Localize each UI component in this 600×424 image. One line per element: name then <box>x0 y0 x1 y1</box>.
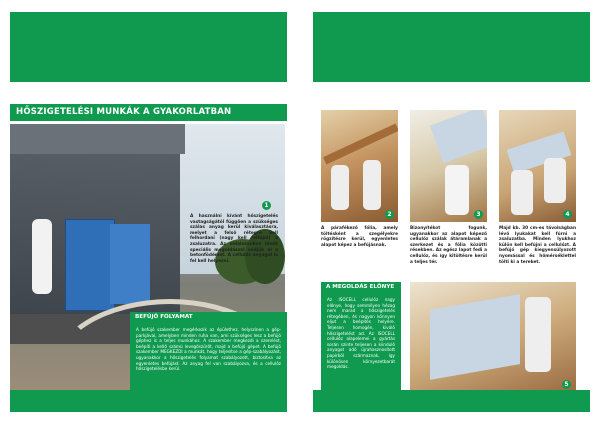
advantages-box <box>321 282 401 392</box>
photo-number-2: 2 <box>385 210 394 219</box>
worker-figure <box>363 160 381 210</box>
right-top-green-bar <box>313 12 590 82</box>
advantages-heading: A MEGOLDÁS ELŐNYE <box>321 282 401 293</box>
caption-3: Bizonyítékot fogunk, ugyanakkor az alapot képező cellulóz szálak átáramlanak a szerkezet és a fólia közötti résekben. Az egész lapot fedi a cellulóz, és így kitöltésre kerül a teljes tér. <box>410 226 487 265</box>
insulation-board <box>430 110 487 163</box>
befujo-body: A befújó szakember megérkezik az épülethez, helyszínen a gép-parkjával, amelyben minden ruha van, ami szükséges lesz a befújó géphez is a teljes munkához. A szakember megkezdi a szerelést, beépíti a kellő számú levegőszűrőt, majd a befújó gépet. A befújó szakember MEGKEZDI a munkát, hogy teljesítse a gép-szabályozást, ugyanakkor a hőszigetelés folyamat szabályozott, biztosítva az egyenletes befújást. Az anyag fel van szabályozva, és a cellulóz hőszigetelésbe kerül. <box>136 327 281 372</box>
caption-4: Majd kb. 30 cm-es távolságban lévő lyukakat kell fúrni a zsaluzatba. Minden lyukhoz külön kell befújni a cellulózt. A befújó gép kiegyensúlyozott nyomással és hőmérséklettel tölti ki a tereket. <box>499 226 576 265</box>
worker-figure <box>331 165 349 210</box>
photo-number-5: 5 <box>562 380 571 389</box>
right-page <box>313 12 590 412</box>
worker-figure <box>544 158 566 203</box>
worker-figure <box>525 297 551 372</box>
befujo-heading: BEFÚJÓ FOLYAMAT <box>130 312 287 323</box>
caption-1: A használni kívánt hőszigetelés vastagságától függően a szükséges szálas anyag kerül kiválasztásra, melyet a felső rétegre kell felhordani (nagy kell felfújni) a zsaluzatra. Az oldalsávokon lévők speciális megoldással védjük el a betonfödémet. A cellulóz anyagot is fel kell helyezni. <box>190 214 278 264</box>
attic-photo-2 <box>321 110 398 222</box>
worker-figure <box>32 219 52 294</box>
left-bottom-green-bar <box>10 390 287 412</box>
befujo-box <box>130 312 287 402</box>
photo-number-3: 3 <box>474 210 483 219</box>
insulation-board <box>430 294 520 380</box>
blowing-machine-unit <box>110 224 150 304</box>
left-top-green-bar <box>10 12 287 82</box>
attic-photo-5 <box>410 282 576 392</box>
photo-number-4: 4 <box>563 210 572 219</box>
photo-number-1: 1 <box>262 201 271 210</box>
attic-photo-4 <box>499 110 576 222</box>
right-bottom-green-bar <box>313 390 590 412</box>
section-title: HŐSZIGETELÉSI MUNKÁK A GYAKORLATBAN <box>10 104 287 121</box>
attic-photo-3 <box>410 110 487 222</box>
advantages-body: Az ISOCELL cellulóz nagy előnye, hogy semmilyen hézag nem marad a hőszigetelés rétegében, és nagyon könnyen eljut a beépítés helyére. Teljesen homogén, kiváló hőszigetelést ad. Az ISOCELL cellulóz alapelemei a gyártás során szinte teljesen a kiinduló anyagot adó újrahasznosított papírból származnak, így különösen környezetbarát megoldás. <box>327 297 395 370</box>
truck-roof <box>10 124 185 154</box>
caption-2: A párafékező fólia, amely töltésként a szegélyekre rögzítésre kerül, egyenletes alapot képez a befújásnak. <box>321 226 398 248</box>
blowing-machine <box>65 219 115 311</box>
left-page <box>10 12 287 412</box>
worker-figure <box>445 165 469 215</box>
worker-figure <box>511 170 533 215</box>
